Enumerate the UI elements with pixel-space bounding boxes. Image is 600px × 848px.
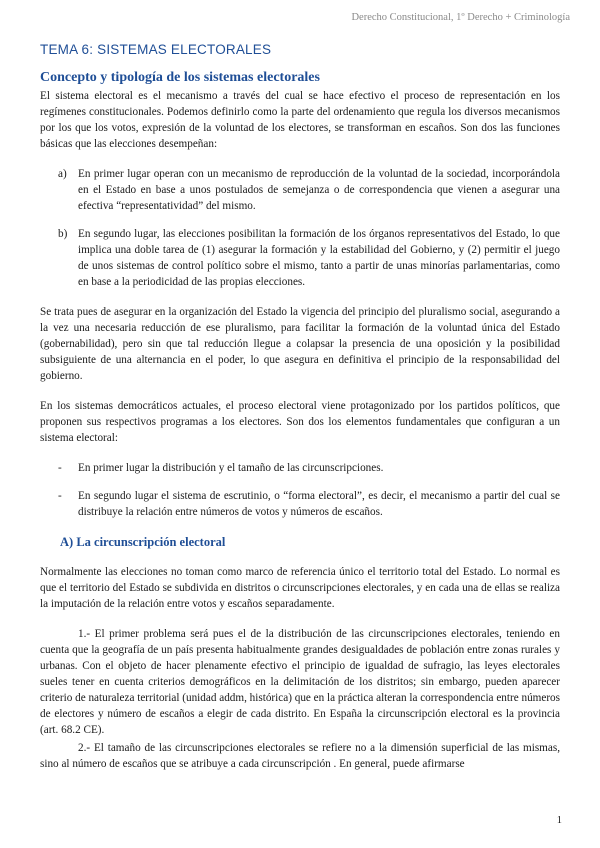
list-marker: - (58, 490, 62, 502)
elements-list (40, 460, 560, 520)
paragraph-distribution: 1.- El primer problema será pues el de la distribución de las circunscripciones electorales, teniendo en cuenta que la geografía de un país presenta habitualmente grandes desigualdades de población entre zonas rurales y urbanas. Con el objeto de hacer plenamente efectivo el principio de igualdad de sufragio, las leyes electorales sueles tener en cuenta criterios demográficos en la delimitación de los distritos; sin embargo, pueden aparecer criterio de naturaleza territorial (unidad addm, histórica) que en la práctica alteran la correspondencia entre números de electores y número de escaños a elegir de cada distrito. En España la circunscripción electoral es la provincia (art. 68.2 CE). (40, 628, 560, 736)
list-item-text: En primer lugar la distribución y el tamaño de las circunscripciones. (78, 462, 384, 474)
list-item-text: En segundo lugar, las elecciones posibilitan la formación de los órganos representativos del Estado, lo que implica una doble tarea de (1) asegurar la formación y la estabilidad del Gobierno, y (2) permitir el juego de unos sistemas de control político sobre el mismo, tanto a partir de unas minorías parlamentarias, como en base a la periodicidad de las propias elecciones. (78, 228, 560, 288)
list-item (40, 226, 560, 290)
tema-title: TEMA 6: SISTEMAS ELECTORALES (40, 42, 272, 57)
list-marker: b) (58, 228, 68, 240)
paragraph-pluralism: Se trata pues de asegurar en la organización del Estado la vigencia del principio del pluralismo social, asegurando a la vez una necesaria reducción de ese pluralismo, para facilitar la formación de la voluntad única del Estado (gobernabilidad), pero sin que tal reducción llegue a colapsar la presencia de una oposición y la posibilidad subsiguiente de una alternancia en el poder, lo que asegura en definitiva el principio de la responsabilidad del gobierno. (40, 306, 560, 382)
list-item-text: En segundo lugar el sistema de escrutinio, o “forma electoral”, es decir, el mecanismo a partir del cual se distribuye la relación entre números de votos y números de escaños. (78, 490, 560, 518)
list-marker: a) (58, 168, 67, 180)
list-item (40, 488, 560, 520)
paragraph-districts: Normalmente las elecciones no toman como marco de referencia único el territorio total del Estado. Lo normal es que el territorio del Estado se subdivida en distritos o circunscripciones electorales, y en cada una de ellas se realiza la imputación de la relación entre votos y escaños separadamente. (40, 566, 560, 610)
paragraph-size: 2.- El tamaño de las circunscripciones electorales se refiere no a la dimensión superficial de las mismas, sino al número de escaños que se atribuye a cada circunscripción . En general, puede afirmarse (40, 742, 560, 770)
list-item (40, 166, 560, 214)
list-item-text: En primer lugar operan con un mecanismo de reproducción de la voluntad de la sociedad, incorporándola en el Estado en base a unos postulados de semejanza o de correspondencia que vienen a asegurar una efectiva “representatividad” del mismo. (78, 168, 560, 212)
section-title: Concepto y tipología de los sistemas electorales (40, 70, 320, 85)
subsection-title: A) La circunscripción electoral (60, 535, 226, 549)
paragraph-intro: El sistema electoral es el mecanismo a través del cual se hace efectivo el proceso de representación en los regímenes constitucionales. Podemos definirlo como la parte del ordenamiento que regula los diversos mecanismos por los que los votos, expresión de la voluntad de los electores, se transforman en escaños. Son dos las funciones básicas que las elecciones desempeñan: (40, 90, 560, 150)
list-marker: - (58, 462, 62, 474)
page-number: 1 (556, 815, 562, 826)
functions-list (40, 166, 560, 290)
page-header: Derecho Constitucional, 1º Derecho + Criminología (351, 12, 570, 23)
document-body (40, 70, 560, 774)
paragraph-parties: En los sistemas democráticos actuales, el proceso electoral viene protagonizado por los partidos políticos, que proponen sus respectivos programas a los electores. Son dos los elementos fundamentales que configuran a un sistema electoral: (40, 400, 560, 444)
list-item (40, 460, 560, 476)
